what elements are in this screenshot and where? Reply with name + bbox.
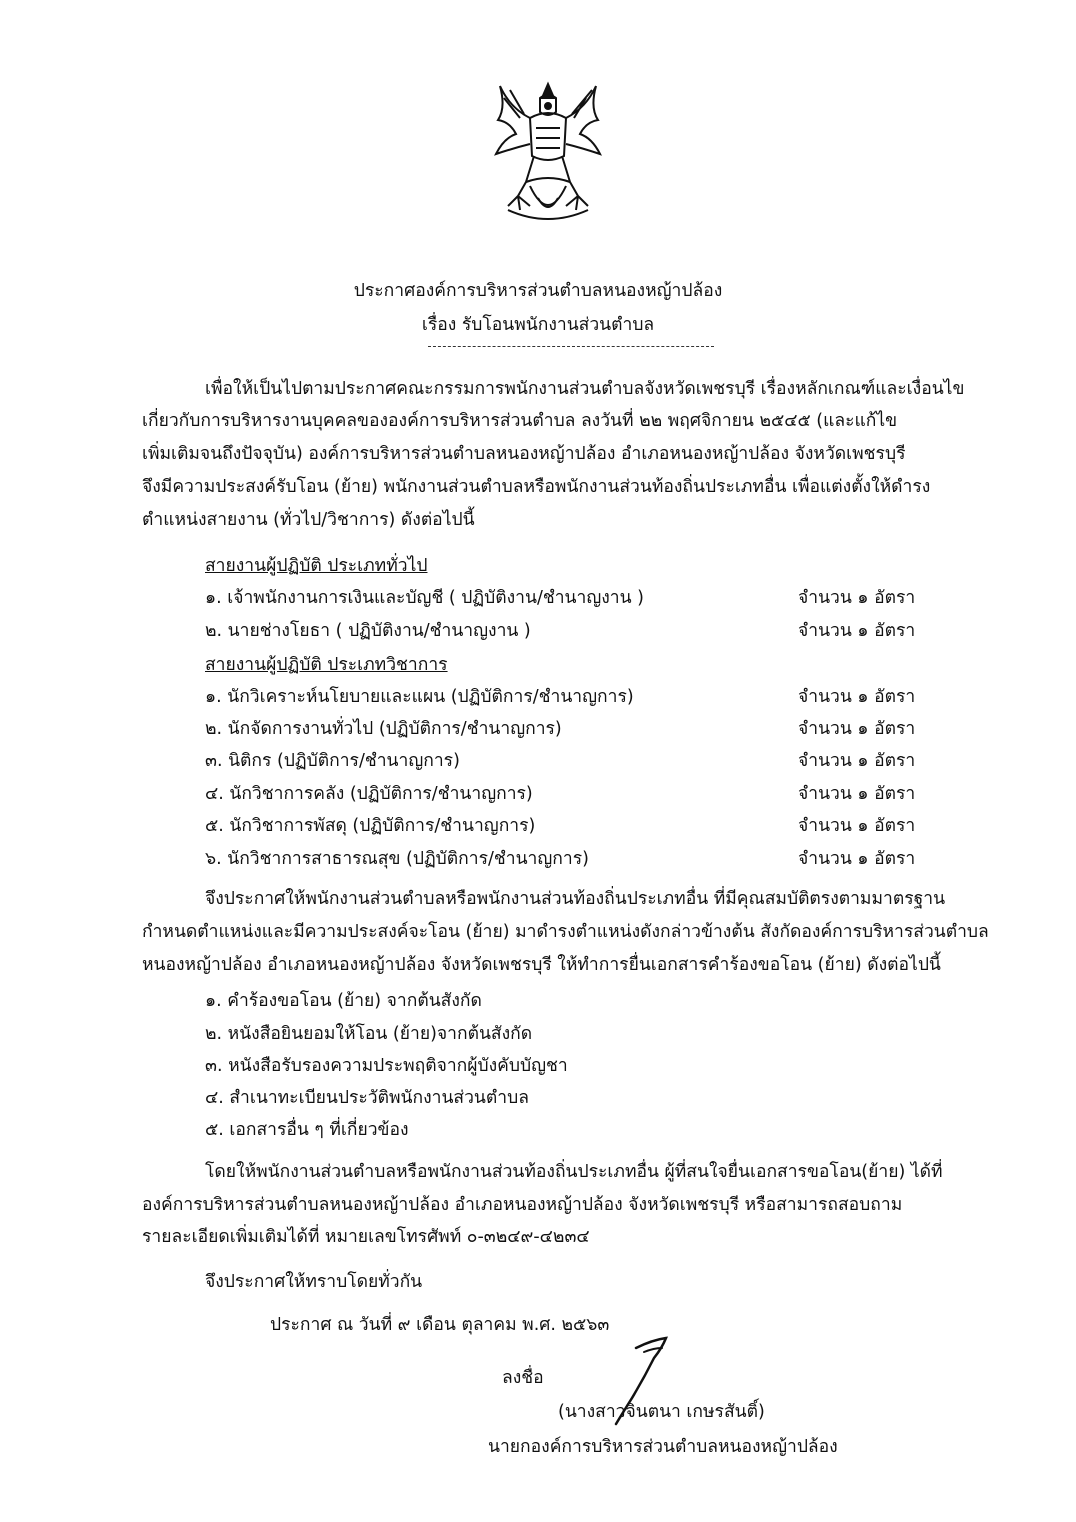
position-count: จำนวน ๑ อัตรา	[798, 588, 916, 608]
requirements-line-3: หนองหญ้าปล้อง อำเภอหนองหญ้าปล้อง จังหวัดเพชรบุรี ให้ทำการยื่นเอกสารคำร้องขอโอน (ย้าย) ดังต่อไปนี้	[142, 955, 941, 975]
position-count: จำนวน ๑ อัตรา	[798, 621, 916, 641]
position-item: ๖. นักวิชาการสาธารณสุข (ปฏิบัติการ/ชำนาญการ)	[205, 849, 589, 869]
position-count: จำนวน ๑ อัตรา	[798, 849, 916, 869]
contact-line-1: โดยให้พนักงานส่วนตำบลหรือพนักงานส่วนท้องถิ่นประเภทอื่น ผู้ที่สนใจยื่นเอกสารขอโอน(ย้าย) ได้ที่	[205, 1162, 943, 1182]
document-item: ๓. หนังสือรับรองความประพฤติจากผู้บังคับบัญชา	[205, 1056, 568, 1076]
garuda-emblem-icon	[490, 78, 606, 228]
document-title: ประกาศองค์การบริหารส่วนตำบลหนองหญ้าปล้อง	[353, 281, 723, 301]
requirements-line-1: จึงประกาศให้พนักงานส่วนตำบลหรือพนักงานส่วนท้องถิ่นประเภทอื่น ที่มีคุณสมบัติตรงตามมาตรฐาน	[205, 889, 946, 909]
position-item: ๑. นักวิเคราะห์นโยบายและแผน (ปฏิบัติการ/ชำนาญการ)	[205, 687, 634, 707]
position-item: ๒. นายช่างโยธา ( ปฏิบัติงาน/ชำนาญงาน )	[205, 621, 531, 641]
intro-line-1: เพื่อให้เป็นไปตามประกาศคณะกรรมการพนักงานส่วนตำบลจังหวัดเพชรบุรี เรื่องหลักเกณฑ์และเงื่อนไข	[205, 379, 965, 399]
intro-line-5: ตำแหน่งสายงาน (ทั่วไป/วิชาการ) ดังต่อไปนี้	[142, 510, 475, 530]
document-subject: เรื่อง รับโอนพนักงานส่วนตำบล	[421, 315, 655, 335]
announcement-date: ประกาศ ณ วันที่ ๙ เดือน ตุลาคม พ.ศ. ๒๕๖๓	[270, 1315, 610, 1335]
position-item: ๕. นักวิชาการพัสดุ (ปฏิบัติการ/ชำนาญการ)	[205, 816, 536, 836]
position-count: จำนวน ๑ อัตรา	[798, 784, 916, 804]
document-item: ๔. สำเนาทะเบียนประวัติพนักงานส่วนตำบล	[205, 1088, 529, 1108]
intro-line-3: เพิ่มเติมจนถึงปัจจุบัน) องค์การบริหารส่วนตำบลหนองหญ้าปล้อง อำเภอหนองหญ้าปล้อง จังหวัดเพชรบุรี	[142, 444, 906, 464]
contact-line-3: รายละเอียดเพิ่มเติมได้ที่ หมายเลขโทรศัพท์ ๐-๓๒๔๙-๔๒๓๔	[142, 1227, 590, 1247]
intro-line-4: จึงมีความประสงค์รับโอน (ย้าย) พนักงานส่วนตำบลหรือพนักงานส่วนท้องถิ่นประเภทอื่น เพื่อแต่งตั้งให้ดำรง	[142, 477, 931, 497]
position-count: จำนวน ๑ อัตรา	[798, 751, 916, 771]
signer-position: นายกองค์การบริหารส่วนตำบลหนองหญ้าปล้อง	[488, 1437, 838, 1457]
position-item: ๑. เจ้าพนักงานการเงินและบัญชี ( ปฏิบัติงาน/ชำนาญงาน )	[205, 588, 644, 608]
position-item: ๓. นิติกร (ปฏิบัติการ/ชำนาญการ)	[205, 751, 460, 771]
position-count: จำนวน ๑ อัตรา	[798, 816, 916, 836]
position-item: ๒. นักจัดการงานทั่วไป (ปฏิบัติการ/ชำนาญการ)	[205, 719, 562, 739]
intro-line-2: เกี่ยวกับการบริหารงานบุคคลขององค์การบริหารส่วนตำบล ลงวันที่ ๒๒ พฤศจิกายน ๒๕๔๕ (และแก้ไข	[142, 411, 898, 431]
requirements-line-2: กำหนดตำแหน่งและมีความประสงค์จะโอน (ย้าย) มาดำรงตำแหน่งดังกล่าวข้างต้น สังกัดองค์การบริหารส่วนตำบล	[142, 922, 989, 942]
section-heading-academic: สายงานผู้ปฏิบัติ ประเภทวิชาการ	[205, 655, 448, 675]
position-count: จำนวน ๑ อัตรา	[798, 719, 916, 739]
position-item: ๔. นักวิชาการคลัง (ปฏิบัติการ/ชำนาญการ)	[205, 784, 533, 804]
announcement-text: จึงประกาศให้ทราบโดยทั่วกัน	[205, 1272, 423, 1292]
section-heading-general: สายงานผู้ปฏิบัติ ประเภททั่วไป	[205, 556, 428, 576]
document-item: ๕. เอกสารอื่น ๆ ที่เกี่ยวข้อง	[205, 1120, 409, 1140]
document-item: ๒. หนังสือยินยอมให้โอน (ย้าย)จากต้นสังกัด	[205, 1024, 533, 1044]
contact-line-2: องค์การบริหารส่วนตำบลหนองหญ้าปล้อง อำเภอหนองหญ้าปล้อง จังหวัดเพชรบุรี หรือสามารถสอบถาม	[142, 1195, 903, 1215]
sign-label: ลงชื่อ	[502, 1368, 544, 1388]
position-count: จำนวน ๑ อัตรา	[798, 687, 916, 707]
document-item: ๑. คำร้องขอโอน (ย้าย) จากต้นสังกัด	[205, 991, 482, 1011]
divider	[428, 346, 714, 347]
signer-name: (นางสาวจินตนา เกษรสันติ์)	[558, 1402, 765, 1422]
